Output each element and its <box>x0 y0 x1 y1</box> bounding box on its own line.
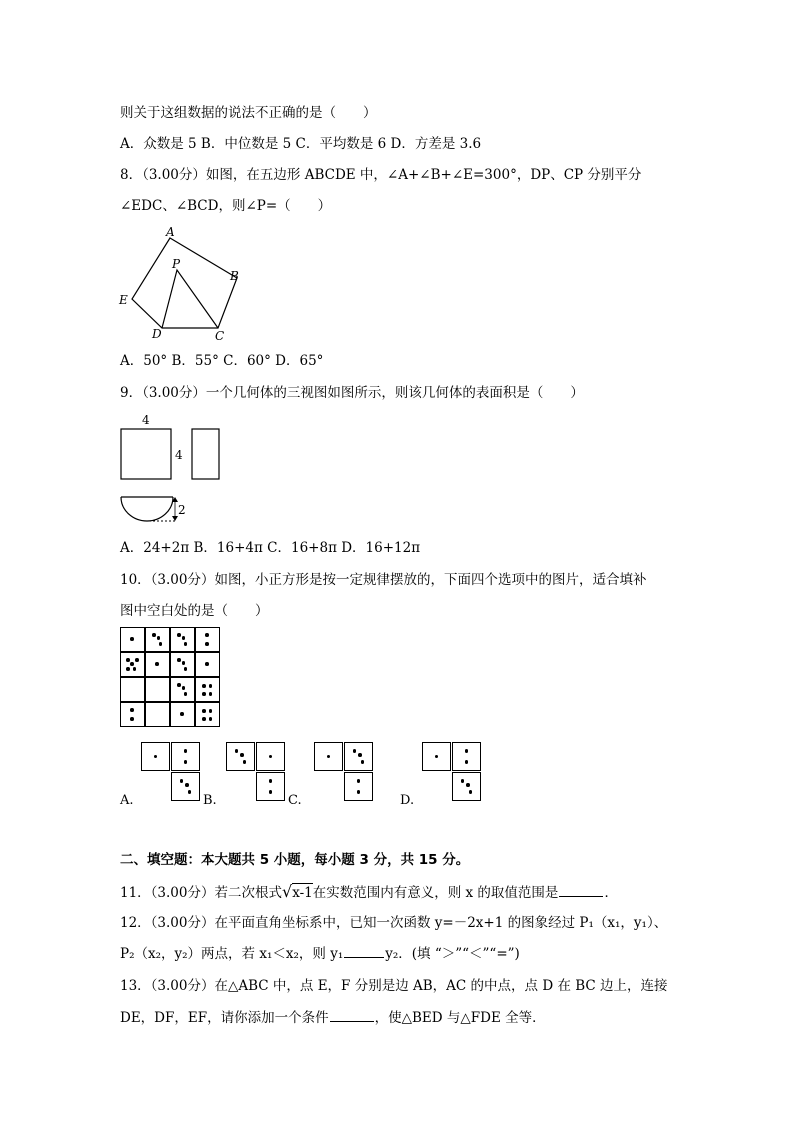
q13-line2 <box>120 1009 546 1027</box>
q11-radicand: x-1 <box>292 885 313 901</box>
option-c-figure <box>314 742 374 802</box>
dot <box>209 717 213 721</box>
grid-cell <box>170 677 195 702</box>
dot <box>152 633 156 637</box>
q9-stem: 9．（3.00分）一个几何体的三视图如图所示，则该几何体的表面积是（ ） <box>120 385 584 401</box>
dot <box>184 749 188 753</box>
q12-line2-a: P₂（x₂，y₂）两点，若 x₁＜x₂，则 y₁ <box>120 946 344 962</box>
dot <box>185 783 189 787</box>
q12-line2 <box>120 945 520 963</box>
dot <box>209 709 213 713</box>
grid-cell <box>170 702 195 727</box>
grid-cell <box>170 627 195 652</box>
dot <box>269 755 273 759</box>
q9-options: A．24+2π B．16+4π C．16+8π D．16+12π <box>120 540 421 556</box>
dot <box>184 667 188 671</box>
option-cell <box>256 772 285 801</box>
q11-suffix: 在实数范围内有意义，则 x 的取值范围是 <box>312 885 559 901</box>
option-a-label: A. <box>120 793 134 808</box>
dot <box>357 779 361 783</box>
dot <box>177 633 181 637</box>
q10-stem-line2: 图中空白处的是（ ） <box>120 603 269 619</box>
dot <box>184 692 188 696</box>
option-cell <box>171 742 200 771</box>
dot <box>188 790 192 794</box>
dot <box>182 636 186 640</box>
dot <box>358 753 362 757</box>
dot <box>130 717 134 721</box>
grid-cell <box>120 627 145 652</box>
dot <box>205 633 209 637</box>
q7-options: A．众数是 5 B．中位数是 5 C．平均数是 6 D．方差是 3.6 <box>120 136 482 152</box>
grid-cell <box>145 627 170 652</box>
dot <box>126 667 130 671</box>
sqrt-symbol: √ <box>282 882 293 901</box>
dot <box>357 790 361 794</box>
grid-cell <box>120 702 145 727</box>
option-cell <box>171 772 200 801</box>
dot <box>202 684 206 688</box>
grid-cell <box>120 652 145 677</box>
dot <box>135 658 139 662</box>
q13-blank[interactable] <box>330 1009 374 1022</box>
q13-line2-b: ，使△BED 与△FDE 全等． <box>374 1010 546 1026</box>
option-cell <box>314 742 343 771</box>
label-B: B <box>230 269 239 283</box>
front-view <box>121 429 171 479</box>
dot <box>469 790 473 794</box>
option-b-figure <box>226 742 286 802</box>
option-cell <box>226 742 255 771</box>
option-cell <box>452 772 481 801</box>
grid-cell <box>145 677 170 702</box>
label-D: D <box>152 327 162 341</box>
radius-label: 2 <box>178 503 186 517</box>
grid-cell <box>195 652 220 677</box>
q11-line <box>120 883 618 902</box>
option-d-label: D. <box>400 793 415 808</box>
grid-cell <box>145 702 170 727</box>
dot <box>130 708 134 712</box>
dot <box>180 779 184 783</box>
dot <box>180 712 184 716</box>
section2-heading: 二、填空题：本大题共 5 小题，每小题 3 分，共 15 分。 <box>120 852 470 868</box>
label-A: A <box>166 225 175 239</box>
option-cell <box>344 742 373 771</box>
dot <box>130 637 134 641</box>
q13-line1: 13．（3.00分）在△ABC 中，点 E，F 分别是边 AB，AC 的中点，点 D 在 BC 边上，连接 <box>120 978 668 994</box>
dot <box>177 658 181 662</box>
label-C: C <box>215 329 225 343</box>
q12-line1: 12．（3.00分）在平面直角坐标系中，已知一次函数 y=－2x+1 的图象经过 P₁（x₁，y₁）、 <box>120 915 668 931</box>
label-P: P <box>172 257 181 271</box>
option-d-figure <box>422 742 482 802</box>
dot <box>235 749 239 753</box>
dot <box>240 753 244 757</box>
top-width-label: 4 <box>142 413 150 427</box>
dot <box>269 790 273 794</box>
dot <box>435 755 439 759</box>
q12-blank[interactable] <box>344 945 384 958</box>
grid-cell <box>195 627 220 652</box>
grid-cell <box>120 677 145 702</box>
option-cell <box>256 742 285 771</box>
dot <box>243 760 247 764</box>
dot <box>184 642 188 646</box>
option-b-label: B. <box>203 793 217 808</box>
side-height-label: 4 <box>175 448 183 462</box>
three-views-figure <box>115 410 235 530</box>
side-view <box>192 429 219 479</box>
q13-line2-a: DE，DF，EF，请你添加一个条件 <box>120 1010 329 1026</box>
q8-stem-line2: ∠EDC、∠BCD，则∠P=（ ） <box>120 198 332 214</box>
dot <box>159 642 163 646</box>
dot <box>465 749 469 753</box>
option-cell <box>422 742 451 771</box>
dot <box>182 661 186 665</box>
dot <box>182 686 186 690</box>
q8-options: A．50° B．55° C．60° D．65° <box>120 353 324 369</box>
q12-line2-b: y₂．(填 “＞”“＜”“=”) <box>385 946 520 962</box>
q8-stem-line1: 8．（3.00分）如图，在五边形 ABCDE 中，∠A+∠B+∠E=300°，DP、CP 分别平分 <box>120 167 642 183</box>
dot <box>327 755 331 759</box>
dot <box>209 684 213 688</box>
dot <box>130 662 134 666</box>
dot <box>202 709 206 713</box>
dot <box>353 749 357 753</box>
dot <box>269 779 273 783</box>
dot <box>133 667 137 671</box>
dot <box>209 692 213 696</box>
pentagon-figure <box>115 222 255 347</box>
q7-stem: 则关于这组数据的说法不正确的是（ ） <box>120 105 377 121</box>
grid-cell <box>195 677 220 702</box>
dot <box>205 662 209 666</box>
q11-blank[interactable] <box>559 884 603 897</box>
dot <box>177 683 181 687</box>
q11-end: ． <box>604 885 618 901</box>
dot <box>205 642 209 646</box>
option-cell <box>344 772 373 801</box>
top-view <box>121 497 173 521</box>
pattern-grid <box>120 627 220 727</box>
dot <box>155 662 159 666</box>
dot <box>154 755 158 759</box>
option-cell <box>452 742 481 771</box>
grid-cell <box>145 652 170 677</box>
dot <box>465 760 469 764</box>
dot <box>466 783 470 787</box>
dot <box>184 760 188 764</box>
q10-stem-line1: 10．（3.00分）如图，小正方形是按一定规律摆放的，下面四个选项中的图片，适合填补 <box>120 572 647 588</box>
dot <box>157 636 161 640</box>
dot <box>202 692 206 696</box>
option-a-figure <box>141 742 201 802</box>
grid-cell <box>170 652 195 677</box>
option-cell <box>141 742 170 771</box>
option-c-label: C. <box>288 793 302 808</box>
dot <box>126 658 130 662</box>
dot <box>461 779 465 783</box>
label-E: E <box>119 293 128 307</box>
dot <box>202 717 206 721</box>
q11-prefix: 11．（3.00分）若二次根式 <box>120 885 282 901</box>
dot <box>361 760 365 764</box>
grid-cell <box>195 702 220 727</box>
